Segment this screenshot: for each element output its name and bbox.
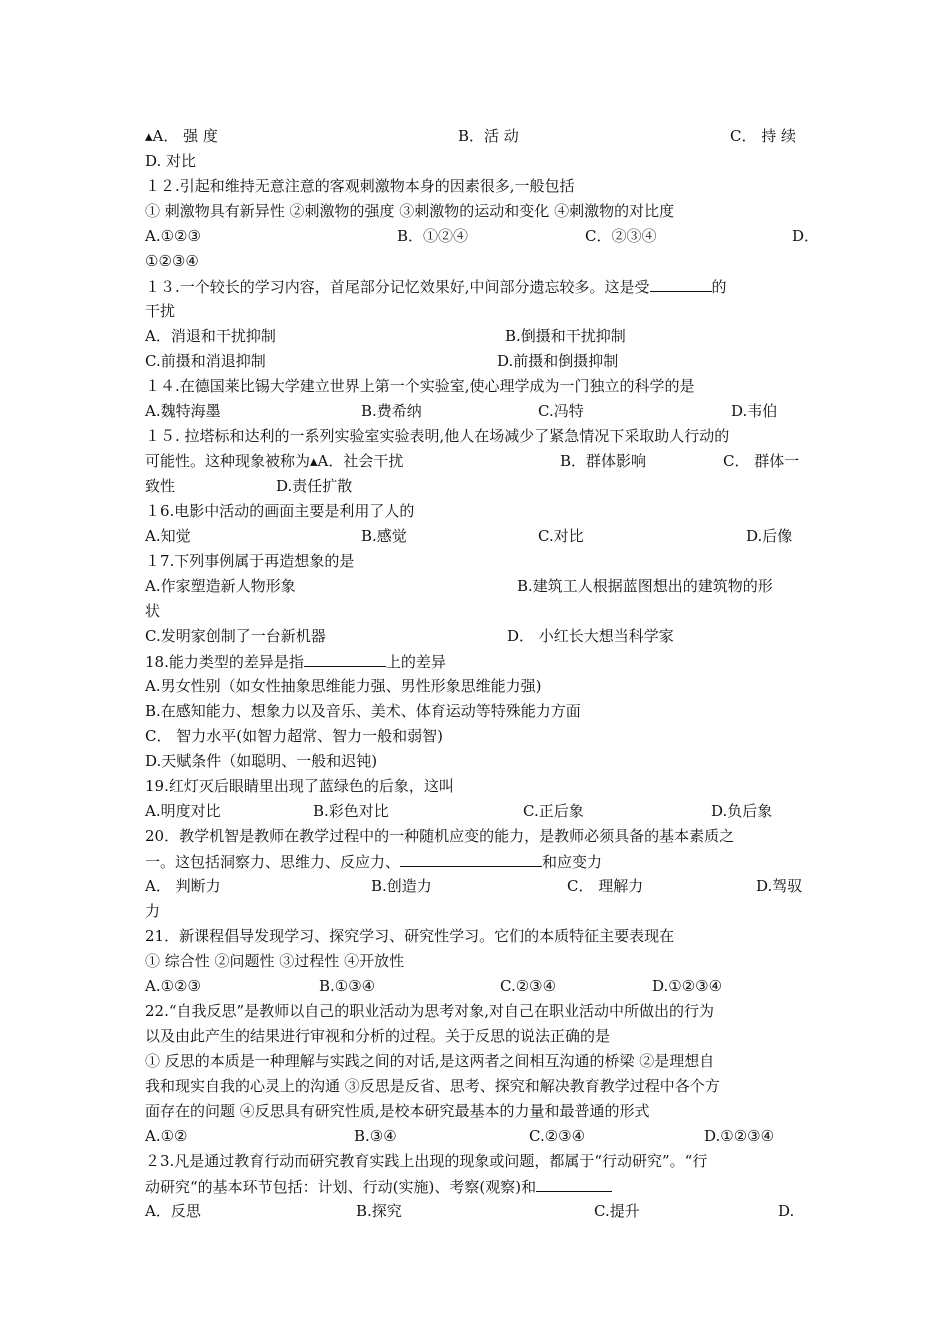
option-text: D.驾驭 bbox=[756, 877, 803, 895]
option-text: C.②③④ bbox=[500, 977, 557, 995]
option-text: 状 bbox=[145, 602, 161, 620]
line-text: １３.一个较长的学习内容，首尾部分记忆效果好,中间部分遗忘较多。这是受 bbox=[145, 278, 650, 296]
line-text: 动研究“的基本环节包括：计划、行动(实施)、考察(观察)和 bbox=[145, 1178, 537, 1196]
option-text: D． bbox=[792, 227, 820, 245]
line-text: 20．教学机智是教师在教学过程中的一种随机应变的能力，是教师必须具备的基本素质之 bbox=[145, 827, 735, 845]
text-line bbox=[145, 849, 811, 874]
option-text: C.发明家创制了一台新机器 bbox=[145, 627, 326, 645]
text-line bbox=[145, 424, 811, 449]
line-text: 以及由此产生的结果进行审视和分析的过程。关于反思的说法正确的是 bbox=[145, 1027, 611, 1045]
option-text: C.对比 bbox=[538, 527, 584, 545]
text-line bbox=[145, 649, 811, 674]
text-line bbox=[145, 699, 811, 724]
text-line bbox=[145, 399, 811, 424]
option-text: 可能性。这种现象被称为▴A．社会干扰 bbox=[145, 452, 404, 470]
option-text: B.探究 bbox=[356, 1202, 402, 1220]
text-line bbox=[145, 724, 811, 749]
line-text: ① 反思的本质是一种理解与实践之间的对话,是这两者之间相互沟通的桥梁 ②是理想自 bbox=[145, 1052, 715, 1070]
line-text: ① 刺激物具有新异性 ②刺激物的强度 ③刺激物的运动和变化 ④刺激物的对比度 bbox=[145, 202, 675, 220]
line-text: 18.能力类型的差异是指 bbox=[145, 653, 304, 671]
text-line bbox=[145, 899, 811, 924]
text-line bbox=[145, 224, 820, 249]
text-line bbox=[145, 1199, 811, 1224]
text-line bbox=[145, 774, 811, 799]
line-text: C． 智力水平(如智力超常、智力一般和弱智) bbox=[145, 727, 443, 745]
option-text: A． 判断力 bbox=[145, 877, 221, 895]
text-line bbox=[145, 1149, 811, 1174]
option-text: ①②③④ bbox=[145, 252, 199, 270]
fill-in-blank bbox=[400, 849, 542, 867]
option-text: C.提升 bbox=[594, 1202, 640, 1220]
line-text: D.天赋条件（如聪明、一般和迟钝) bbox=[145, 752, 378, 770]
option-text: D. 对比 bbox=[145, 152, 197, 170]
option-text: C.正后象 bbox=[523, 802, 584, 820]
fill-in-blank bbox=[304, 649, 386, 667]
option-text: B.倒摄和干扰抑制 bbox=[505, 327, 626, 345]
text-line bbox=[145, 799, 811, 824]
option-text: B．群体影响 bbox=[560, 452, 647, 470]
option-text: ▴A． 强 度 bbox=[145, 127, 218, 145]
option-text: D． 小红长大想当科学家 bbox=[507, 627, 674, 645]
text-line bbox=[145, 174, 811, 199]
option-text: D. bbox=[778, 1202, 795, 1220]
option-text: D.①②③④ bbox=[652, 977, 723, 995]
option-text: C．②③④ bbox=[585, 227, 657, 245]
line-text: １6.电影中活动的画面主要是利用了人的 bbox=[145, 502, 415, 520]
option-text: A．消退和干扰抑制 bbox=[145, 327, 276, 345]
line-text: 面存在的问题 ④反思具有研究性质,是校本研究最基本的力量和最普通的形式 bbox=[145, 1102, 650, 1120]
option-text: B.感觉 bbox=[361, 527, 407, 545]
option-text: B.建筑工人根据蓝图想出的建筑物的形 bbox=[517, 577, 773, 595]
option-text: 致性 bbox=[145, 477, 176, 495]
text-line bbox=[145, 324, 811, 349]
line-text-after-blank: 和应变力 bbox=[542, 853, 603, 871]
option-text: D.后像 bbox=[746, 527, 793, 545]
option-text: B.①③④ bbox=[319, 977, 376, 995]
text-line bbox=[145, 824, 811, 849]
line-text-after-blank: 的 bbox=[711, 278, 727, 296]
option-text: D.责任扩散 bbox=[276, 477, 353, 495]
option-text: D.韦伯 bbox=[731, 402, 778, 420]
text-line bbox=[145, 1099, 811, 1124]
text-line bbox=[145, 474, 811, 499]
text-line bbox=[145, 149, 811, 174]
text-line bbox=[145, 199, 811, 224]
option-text: B.创造力 bbox=[371, 877, 432, 895]
text-line bbox=[145, 1124, 811, 1149]
option-text: A.作家塑造新人物形象 bbox=[145, 577, 296, 595]
fill-in-blank bbox=[536, 1174, 612, 1192]
text-line bbox=[145, 874, 811, 899]
option-text: B．活 动 bbox=[458, 127, 519, 145]
option-text: B.费希纳 bbox=[361, 402, 422, 420]
line-text: 22.“自我反思”是教师以自己的职业活动为思考对象,对自己在职业活动中所做出的行为 bbox=[145, 1002, 714, 1020]
text-line bbox=[145, 249, 811, 274]
text-line bbox=[145, 949, 811, 974]
text-line bbox=[145, 1074, 811, 1099]
line-text: B.在感知能力、想象力以及音乐、美术、体育运动等特殊能力方面 bbox=[145, 702, 581, 720]
option-text: 干扰 bbox=[145, 302, 176, 320]
line-text: １２.引起和维持无意注意的客观刺激物本身的因素很多,一般包括 bbox=[145, 177, 575, 195]
option-text: A.魏特海墨 bbox=[145, 402, 221, 420]
line-text: １５. 拉塔标和达利的一系列实验室实验表明,他人在场减少了紧急情况下采取助人行动的 bbox=[145, 427, 730, 445]
text-line bbox=[145, 549, 811, 574]
option-text: C.冯特 bbox=[538, 402, 584, 420]
option-text: A.①②③ bbox=[145, 227, 201, 245]
text-line bbox=[145, 124, 811, 149]
text-line bbox=[145, 574, 811, 599]
option-text: A.①②③ bbox=[145, 977, 201, 995]
text-line bbox=[145, 274, 811, 299]
option-text: D.①②③④ bbox=[704, 1127, 775, 1145]
line-text: 一。这包括洞察力、思维力、反应力、 bbox=[145, 853, 401, 871]
option-text: D.负后象 bbox=[711, 802, 773, 820]
text-line bbox=[145, 749, 811, 774]
text-line bbox=[145, 1024, 811, 1049]
option-text: D.前摄和倒摄抑制 bbox=[497, 352, 619, 370]
text-line bbox=[145, 374, 811, 399]
line-text: １7.下列事例属于再造想象的是 bbox=[145, 552, 355, 570]
text-line bbox=[145, 599, 811, 624]
option-text: B.③④ bbox=[354, 1127, 397, 1145]
line-text: 我和现实自我的心灵上的沟通 ③反思是反省、思考、探究和解决教育教学过程中各个方 bbox=[145, 1077, 720, 1095]
option-text: 力 bbox=[145, 902, 161, 920]
text-line bbox=[145, 974, 811, 999]
option-text: A.①② bbox=[145, 1127, 188, 1145]
option-text: C． 持 续 bbox=[730, 127, 797, 145]
option-text: C． 理解力 bbox=[567, 877, 644, 895]
text-line bbox=[145, 499, 811, 524]
option-text: C． 群体一 bbox=[723, 452, 800, 470]
document-page bbox=[145, 124, 820, 1224]
text-line bbox=[145, 674, 811, 699]
text-line bbox=[145, 349, 811, 374]
line-text-after-blank: 上的差异 bbox=[385, 653, 446, 671]
line-text: 19.红灯灭后眼睛里出现了蓝绿色的后象，这叫 bbox=[145, 777, 454, 795]
option-text: A.明度对比 bbox=[145, 802, 221, 820]
text-line bbox=[145, 624, 811, 649]
option-text: A.知觉 bbox=[145, 527, 191, 545]
text-line bbox=[145, 449, 811, 474]
line-text: 21．新课程倡导发现学习、探究学习、研究性学习。它们的本质特征主要表现在 bbox=[145, 927, 675, 945]
line-text: ２3.凡是通过教育行动而研究教育实践上出现的现象或问题，都属于“行动研究”。“行 bbox=[145, 1152, 708, 1170]
text-line bbox=[145, 299, 811, 324]
option-text: A．反思 bbox=[145, 1202, 201, 1220]
option-text: B.彩色对比 bbox=[313, 802, 389, 820]
text-line bbox=[145, 1049, 811, 1074]
fill-in-blank bbox=[650, 274, 712, 292]
text-line bbox=[145, 924, 811, 949]
line-text: A.男女性别（如女性抽象思维能力强、男性形象思维能力强) bbox=[145, 677, 542, 695]
option-text: B．①②④ bbox=[397, 227, 469, 245]
text-line bbox=[145, 1174, 811, 1199]
text-line bbox=[145, 999, 811, 1024]
line-text: ① 综合性 ②问题性 ③过程性 ④开放性 bbox=[145, 952, 405, 970]
line-text: １４.在德国莱比锡大学建立世界上第一个实验室,使心理学成为一门独立的科学的是 bbox=[145, 377, 695, 395]
option-text: C.②③④ bbox=[529, 1127, 586, 1145]
option-text: C.前摄和消退抑制 bbox=[145, 352, 266, 370]
text-line bbox=[145, 524, 811, 549]
